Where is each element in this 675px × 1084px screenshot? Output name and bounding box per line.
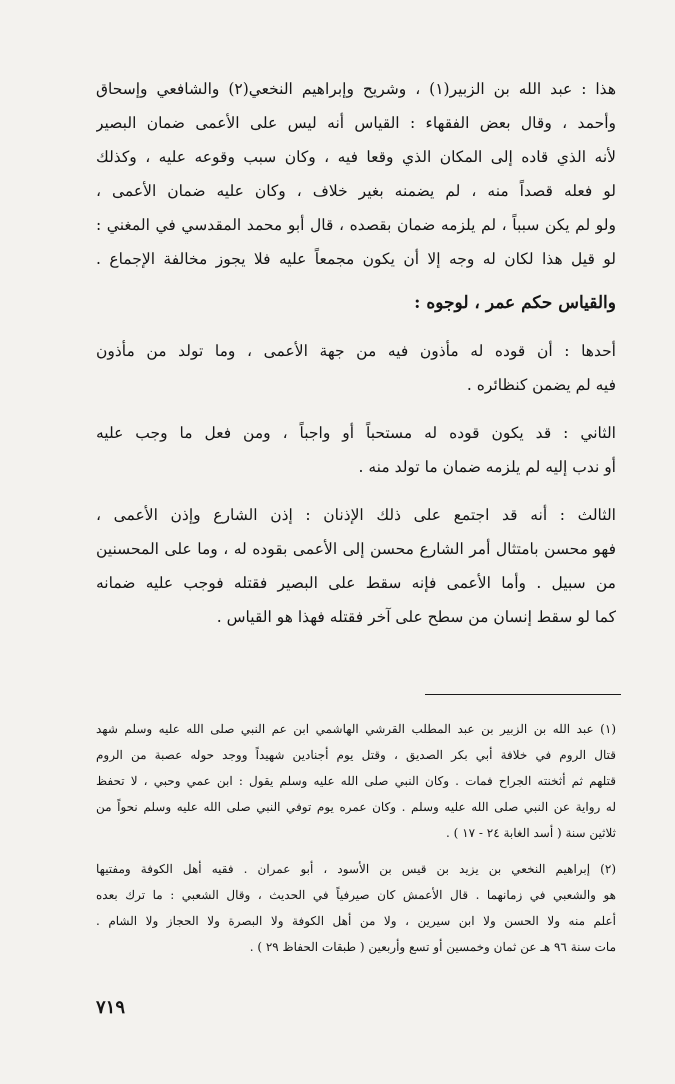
footnote-line: ثلاثين سنة ( أسد الغابة ٢٤ - ١٧ ) . [446,826,616,840]
text-line: فهو محسن بامتثال أمر الشارع محسن إلى الأعمى بقوده له ، وما على المحسنين [96,540,616,558]
text-line: كما لو سقط إنسان من سطح على آخر فقتله فهذا هو القياس . [216,608,616,626]
footnote-line: له رواية عن النبي صلى الله عليه وسلم . وكان عمره يوم توفي النبي صلى الله عليه وسلم نحواً من [96,800,616,814]
text-line: لو قيل هذا لكان له وجه إلا أن يكون مجمعاً عليه فلا يجوز مخالفة الإجماع . [96,250,616,268]
paragraph-2 [96,334,616,402]
text-line: من سبيل . وأما الأعمى فإنه سقط على البصير فقتله فوجب عليه ضمانه [96,574,616,592]
footnote-line: (٢) إبراهيم النخعي بن يزيد بن قيس بن الأسود ، أبو عمران . فقيه أهل الكوفة ومفتيها [96,862,616,876]
footnote-line: قتال الروم في خلافة أبي بكر الصديق ، وقتل يوم أجنادين شهيداً ووجد حوله عصبة من الروم [96,748,616,762]
paragraph-1 [96,72,616,276]
footnotes [96,716,616,960]
paragraph-4 [96,498,616,634]
footnote-1 [96,716,616,846]
footnote-divider [425,694,621,695]
text-line: أحدها : أن قوده له مأذون فيه من جهة الأعمى ، وما تولد من مأذون [96,342,616,360]
text-line: ولو لم يكن سبباً ، لم يلزمه ضمان بقصده ، قال أبو محمد المقدسي في المغني : [96,216,616,234]
text-line: لأنه الذي قاده إلى المكان الذي وقعا فيه ، وكان سبب وقوعه عليه ، وكذلك [96,148,616,166]
text-line: وأحمد ، وقال بعض الفقهاء : القياس أنه ليس على الأعمى ضمان البصير [96,114,616,132]
text-line: هذا : عبد الله بن الزبير(١) ، وشريح وإبراهيم النخعي(٢) والشافعي وإسحاق [96,80,616,98]
section-heading: والقياس حكم عمر ، لوجوه : [414,293,616,313]
page-number: ٧١٩ [96,997,126,1018]
footnote-line: قتلهم ثم أثخنته الجراح فمات . وكان النبي صلى الله عليه وسلم يقول : ابن عمي وحبي ، لا تحفظ [96,774,616,788]
main-text [96,72,616,634]
text-line: الثاني : قد يكون قوده له مستحباً أو واجباً ، ومن فعل ما وجب عليه [96,424,616,442]
footnote-2 [96,856,616,960]
footnote-line: هو والشعبي في زمانهما . قال الأعمش كان صيرفياً في الحديث ، وقال الشعبي : ما ترك بعده [96,888,616,902]
footnote-line: أعلم منه ولا الحسن ولا ابن سيرين ، ولا من أهل الكوفة ولا البصرة ولا الحجاز ولا الشام . [96,914,616,928]
footnote-line: (١) عبد الله بن الزبير بن عبد المطلب القرشي الهاشمي ابن عم النبي صلى الله عليه وسلم شهد [96,722,616,736]
text-line: لو فعله قصداً منه ، لم يضمنه بغير خلاف ، وكان عليه ضمان الأعمى ، [96,182,616,200]
text-line: فيه لم يضمن كنظائره . [466,376,616,394]
text-line: الثالث : أنه قد اجتمع على ذلك الإذنان : إذن الشارع وإذن الأعمى ، [96,506,616,524]
footnote-line: مات سنة ٩٦ هـ عن ثمان وخمسين أو تسع وأربعين ( طبقات الحفاظ ٢٩ ) . [249,940,616,954]
text-line: أو ندب إليه لم يلزمه ضمان ما تولد منه . [358,458,616,476]
paragraph-3 [96,416,616,484]
